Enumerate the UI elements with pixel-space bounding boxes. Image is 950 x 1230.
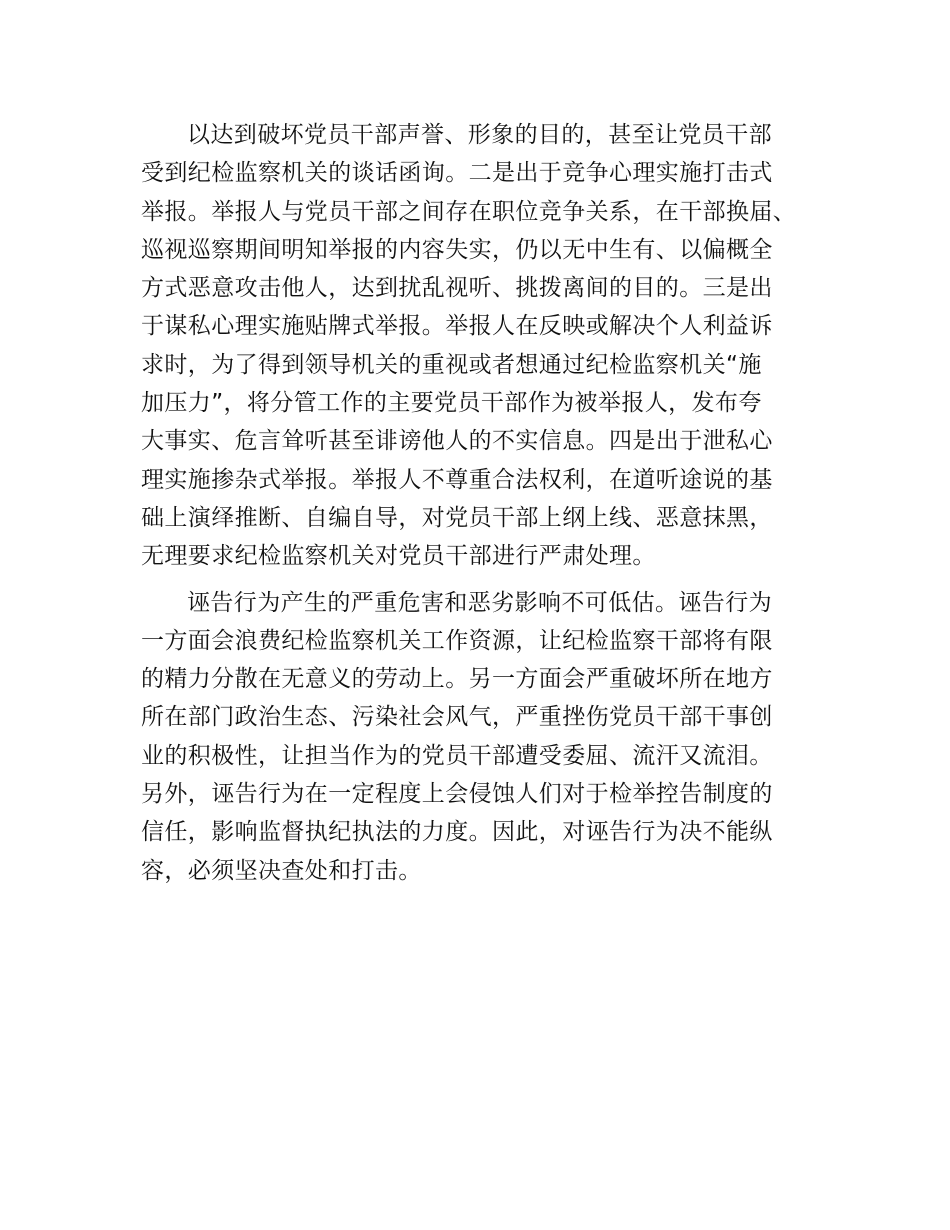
text-line: 加压力”，将分管工作的主要党员干部作为被举报人，发布夸	[141, 390, 762, 417]
document-body	[141, 116, 817, 890]
text-line: 举报。举报人与党员干部之间存在职位竞争关系，在干部换届、	[141, 198, 797, 225]
text-line: 于谋私心理实施贴牌式举报。举报人在反映或解决个人利益诉	[141, 313, 773, 340]
text-line: 的精力分散在无意义的劳动上。另一方面会严重破坏所在地方	[141, 666, 773, 693]
paragraph-1	[141, 116, 817, 576]
text-line: 础上演绎推断、自编自导，对党员干部上纲上线、恶意抹黑，	[141, 504, 773, 531]
text-line: 信任，影响监督执纪执法的力度。因此，对诬告行为决不能纵	[141, 819, 773, 846]
paragraph-2	[141, 584, 817, 890]
text-line: 所在部门政治生态、污染社会风气，严重挫伤党员干部干事创	[141, 704, 773, 731]
text-line: 求时，为了得到领导机关的重视或者想通过纪检监察机关“施	[141, 351, 762, 378]
text-line: 受到纪检监察机关的谈话函询。二是出于竞争心理实施打击式	[141, 160, 773, 187]
text-line: 巡视巡察期间明知举报的内容失实，仍以无中生有、以偏概全	[141, 236, 773, 263]
text-line: 理实施掺杂式举报。举报人不尊重合法权利，在道听途说的基	[141, 466, 773, 493]
text-line: 一方面会浪费纪检监察机关工作资源，让纪检监察干部将有限	[141, 627, 773, 654]
text-line: 另外，诬告行为在一定程度上会侵蚀人们对于检举控告制度的	[141, 781, 773, 808]
text-line: 容，必须坚决查处和打击。	[141, 857, 422, 884]
text-line: 业的积极性，让担当作为的党员干部遭受委屈、流汗又流泪。	[141, 742, 773, 769]
text-line: 以达到破坏党员干部声誉、形象的目的，甚至让党员干部	[187, 122, 772, 148]
text-line: 大事实、危言耸听甚至诽谤他人的不实信息。四是出于泄私心	[141, 428, 773, 455]
text-line: 诬告行为产生的严重危害和恶劣影响不可低估。诬告行为	[187, 589, 772, 616]
text-line: 方式恶意攻击他人，达到扰乱视听、挑拨离间的目的。三是出	[141, 275, 773, 302]
text-line: 无理要求纪检监察机关对党员干部进行严肃处理。	[141, 543, 656, 570]
